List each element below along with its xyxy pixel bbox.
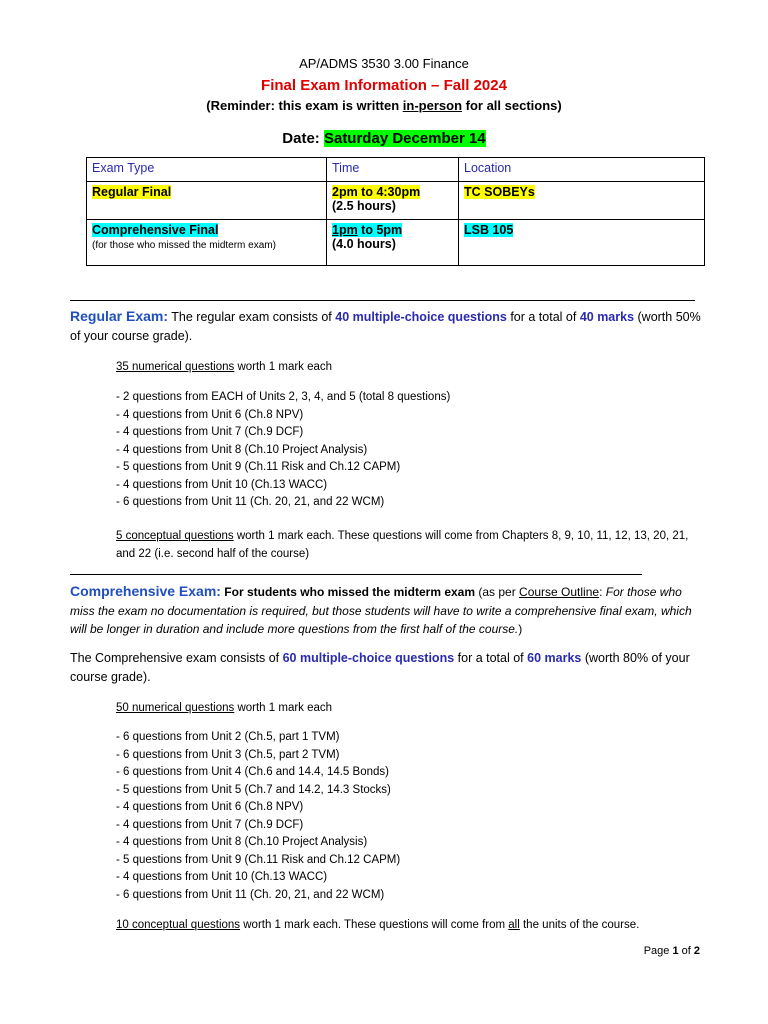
list-item: - 6 questions from Unit 4 (Ch.6 and 14.4, 14.5 Bonds)	[116, 766, 389, 778]
header-exam-type: Exam Type	[87, 158, 327, 182]
list-item: - 6 questions from Unit 3 (Ch.5, part 2 TVM)	[116, 748, 340, 761]
comprehensive-exam-heading: Comprehensive Exam:	[70, 583, 221, 599]
list-item: - 4 questions from Unit 10 (Ch.13 WACC)	[116, 478, 328, 491]
date-label: Date:	[282, 130, 324, 147]
regular-final-type: Regular Final	[92, 185, 172, 199]
list-item: - 2 questions from EACH of Units 2, 3, 4, and 5 (total 8 questions)	[116, 391, 451, 403]
table-header-row	[87, 158, 705, 182]
divider	[70, 574, 642, 575]
regular-exam-heading: Regular Exam:	[70, 308, 169, 324]
regular-conceptual-paragraph: 5 conceptual questions worth 1 mark each. These questions will come from Chapters 8, 9, 10, 11, 12, 13, 20, 21, and 22 (i.e. second half of the course)	[116, 530, 689, 560]
comprehensive-conceptual-paragraph: 10 conceptual questions worth 1 mark each. These questions will come from all the units of the course.	[116, 919, 640, 931]
comprehensive-final-type: Comprehensive Final	[92, 223, 219, 237]
comprehensive-final-time: 1pm to 5pm	[332, 223, 403, 237]
header-time: Time	[327, 158, 459, 182]
divider	[70, 300, 695, 301]
header-location: Location	[459, 158, 705, 182]
comprehensive-final-note: (for those who missed the midterm exam)	[92, 240, 276, 251]
list-item: - 5 questions from Unit 9 (Ch.11 Risk and Ch.12 CAPM)	[116, 461, 401, 473]
table-row-comprehensive	[87, 220, 705, 266]
regular-final-time: 2pm to 4:30pm	[332, 185, 421, 199]
list-item: - 4 questions from Unit 8 (Ch.10 Project Analysis)	[116, 836, 368, 848]
regular-question-list	[116, 389, 716, 512]
list-item: - 4 questions from Unit 7 (Ch.9 DCF)	[116, 818, 304, 831]
regular-numerical-heading: 35 numerical questions worth 1 mark each	[116, 361, 333, 373]
list-item: - 4 questions from Unit 6 (Ch.8 NPV)	[116, 408, 304, 421]
table-row-regular	[87, 182, 705, 220]
list-item: - 4 questions from Unit 7 (Ch.9 DCF)	[116, 426, 304, 438]
exam-schedule-table	[86, 157, 705, 266]
date-value: Saturday December 14	[323, 130, 486, 147]
page-number: Page 1 of 2	[643, 945, 700, 957]
comprehensive-question-list	[116, 729, 716, 904]
list-item: - 4 questions from Unit 6 (Ch.8 NPV)	[116, 801, 304, 813]
regular-final-duration: (2.5 hours)	[332, 199, 396, 213]
regular-final-location: TC SOBEYs	[464, 185, 535, 199]
comprehensive-exam-intro: Comprehensive Exam: For students who missed the midterm exam (as per Course Outline: For those who miss the exam no documentation is required, but those students will have to write a comprehensive final exam, which will be longer in duration and include more questions from the first half of the course.)	[70, 583, 692, 636]
list-item: - 4 questions from Unit 8 (Ch.10 Project Analysis)	[116, 443, 368, 456]
comprehensive-exam-summary: The Comprehensive exam consists of 60 multiple-choice questions for a total of 60 marks (worth 80% of your course grade).	[70, 651, 690, 684]
course-outline-link[interactable]: Course Outline	[519, 585, 600, 599]
list-item: - 4 questions from Unit 10 (Ch.13 WACC)	[116, 871, 328, 883]
list-item: - 5 questions from Unit 9 (Ch.11 Risk and Ch.12 CAPM)	[116, 853, 401, 866]
list-item: - 6 questions from Unit 11 (Ch. 20, 21, and 22 WCM)	[116, 496, 385, 508]
list-item: - 5 questions from Unit 5 (Ch.7 and 14.2, 14.3 Stocks)	[116, 783, 391, 796]
reminder-note: (Reminder: this exam is written in-person for all sections)	[206, 98, 562, 113]
comprehensive-numerical-heading: 50 numerical questions worth 1 mark each	[116, 702, 333, 714]
exam-date	[0, 130, 768, 147]
page-title: Final Exam Information – Fall 2024	[261, 77, 507, 94]
course-name: AP/ADMS 3530 3.00 Finance	[299, 56, 469, 71]
comprehensive-final-duration: (4.0 hours)	[332, 237, 396, 251]
regular-exam-intro: Regular Exam: The regular exam consists of 40 multiple-choice questions for a total of 40 marks (worth 50% of your course grade).	[70, 308, 701, 343]
comprehensive-final-location: LSB 105	[464, 223, 514, 237]
list-item: - 6 questions from Unit 11 (Ch. 20, 21, and 22 WCM)	[116, 888, 385, 901]
list-item: - 6 questions from Unit 2 (Ch.5, part 1 TVM)	[116, 731, 340, 743]
